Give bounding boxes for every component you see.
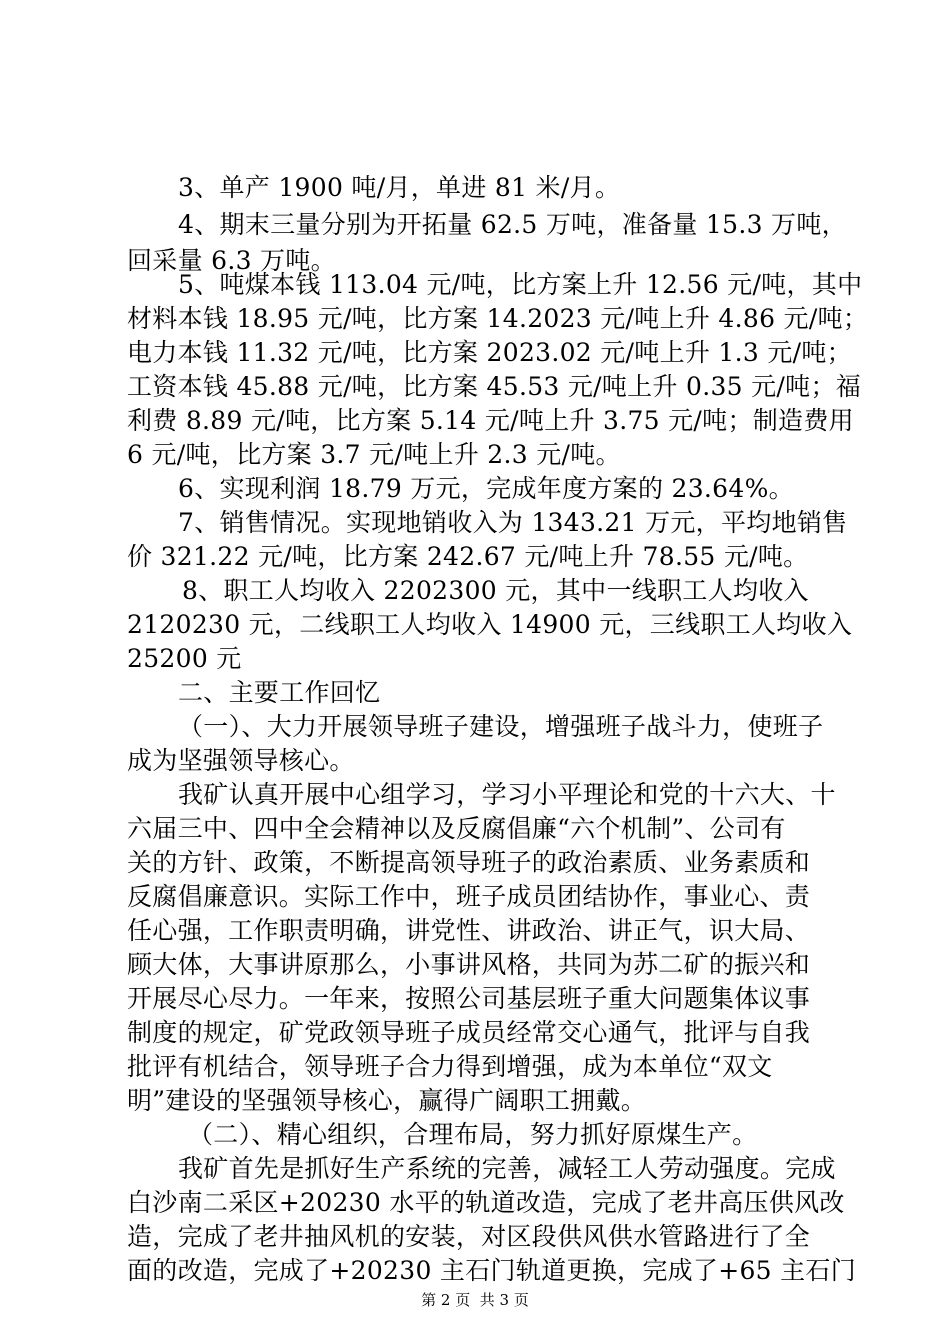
body-line: 2120230 元，二线职工人均收入 14900 元，三线职工人均收入 [127,610,853,639]
body-line: 我矿认真开展中心组学习，学习小平理论和党的十六大、十 [178,780,836,809]
body-line: 开展尽心尽力。一年来，按照公司基层班子重大问题集体议事 [127,984,811,1013]
subsection-heading: （一）、大力开展领导班子建设，增强班子战斗力，使班子 [178,712,824,741]
body-line: 面的改造，完成了+20230 主石门轨道更换，完成了+65 主石门 [127,1256,857,1285]
body-line: 关的方针、政策，不断提高领导班子的政治素质、业务素质和 [127,848,811,877]
body-line: 任心强，工作职责明确，讲党性、讲政治、讲正气，识大局、 [127,916,811,945]
body-line: 5、吨煤本钱 113.04 元/吨，比方案上升 12.56 元/吨，其中 [178,270,863,299]
body-line: 价 321.22 元/吨，比方案 242.67 元/吨上升 78.55 元/吨。 [127,542,809,571]
body-line: 造，完成了老井抽风机的安装，对区段供风供水管路进行了全 [127,1222,811,1251]
body-line: 电力本钱 11.32 元/吨，比方案 2023.02 元/吨上升 1.3 元/吨； [127,338,852,367]
body-line: 反腐倡廉意识。实际工作中，班子成员团结协作，事业心、责 [127,882,811,911]
body-line: 25200 元 [127,644,242,673]
body-line: 明”建设的坚强领导核心，赢得广阔职工拥戴。 [127,1086,647,1115]
body-line: 制度的规定，矿党政领导班子成员经常交心通气，批评与自我 [127,1018,811,1047]
body-line: 4、期末三量分别为开拓量 62.5 万吨，准备量 15.3 万吨， [178,210,847,239]
body-line: 6、实现利润 18.79 万元，完成年度方案的 23.64%。 [178,474,794,503]
body-line: 3、单产 1900 吨/月，单进 81 米/月。 [178,173,621,202]
section-heading: 二、主要工作回忆 [178,678,381,707]
body-line: 白沙南二采区+20230 水平的轨道改造，完成了老井高压供风改 [127,1188,845,1217]
body-line: 顾大体，大事讲原那么，小事讲风格，共同为苏二矿的振兴和 [127,950,811,979]
subsection-heading: 成为坚强领导核心。 [127,746,355,775]
body-line: 材料本钱 18.95 元/吨，比方案 14.2023 元/吨上升 4.86 元/吨； [127,304,869,333]
body-line: 批评有机结合，领导班子合力得到增强，成为本单位“双文 [127,1052,773,1081]
body-line: 我矿首先是抓好生产系统的完善，减轻工人劳动强度。完成 [178,1154,836,1183]
body-line: 6 元/吨，比方案 3.7 元/吨上升 2.3 元/吨。 [127,440,621,469]
body-line: 7、销售情况。实现地销收入为 1343.21 万元，平均地销售 [178,508,848,537]
body-line: 六届三中、四中全会精神以及反腐倡廉“六个机制”、公司有 [127,814,786,843]
body-line: 8、职工人均收入 2202300 元，其中一线职工人均收入 [182,576,809,605]
body-line: 利费 8.89 元/吨，比方案 5.14 元/吨上升 3.75 元/吨；制造费用 [127,406,854,435]
body-line: 回采量 6.3 万吨。 [127,246,336,275]
subsection-heading: （二）、精心组织，合理布局，努力抓好原煤生产。 [188,1120,758,1149]
body-line: 工资本钱 45.88 元/吨，比方案 45.53 元/吨上升 0.35 元/吨；福 [127,372,862,401]
page-footer: 第 2 页 共 3 页 [421,1291,529,1309]
